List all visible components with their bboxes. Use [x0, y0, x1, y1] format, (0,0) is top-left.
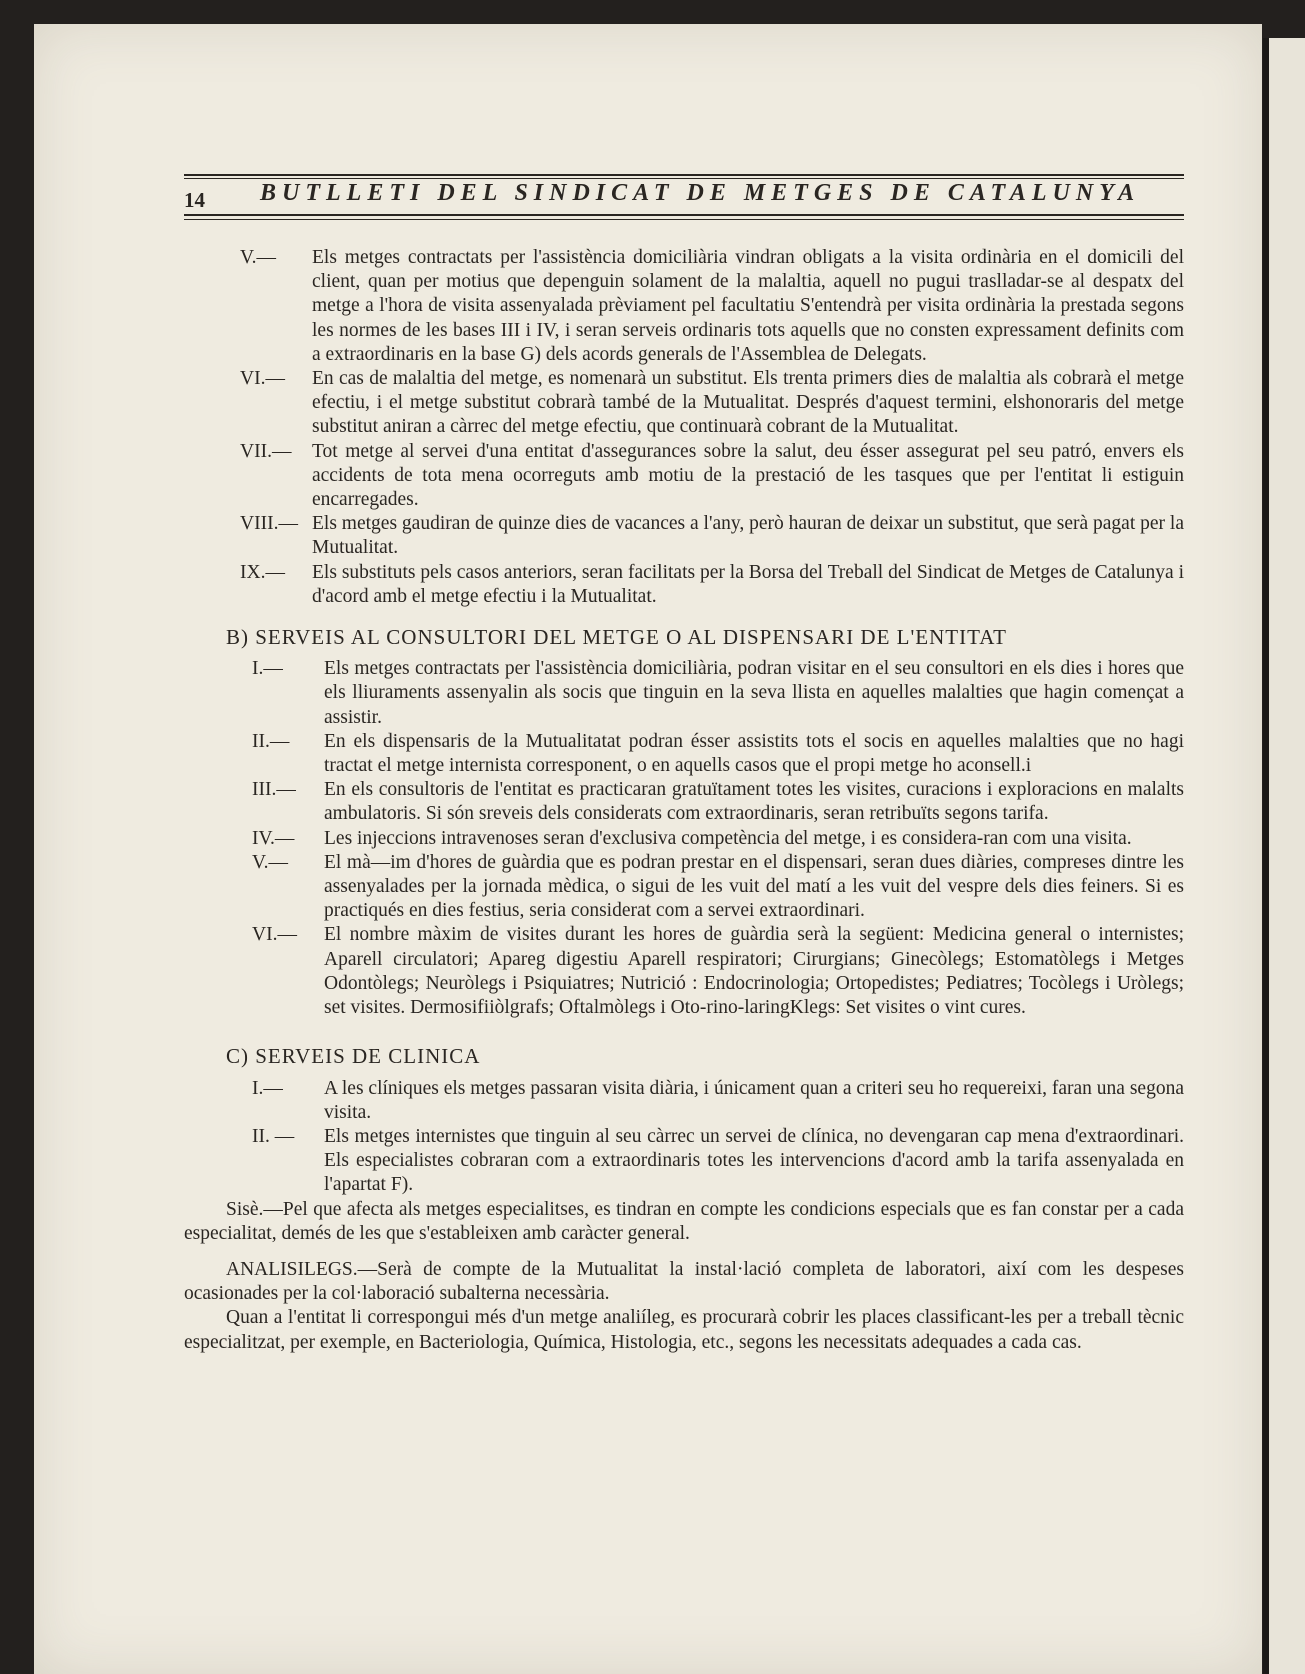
page-number: 14: [184, 188, 205, 212]
list-item: [184, 246, 1184, 367]
list-item: [184, 512, 1184, 560]
item-text: Els metges contractats per l'assistència domiciliària, podran visitar en el seu consultori en els dies i hores que els lliuraments assenyalin als socis que tinguin en la seva llista en aquelles malalties que hagin començat a assistir.: [324, 658, 1184, 728]
item-text: Els metges contractats per l'assistència domiciliària vindran obligats a la visita ordinària en el domicili del client, quan per motius que depenguin solament de la malaltia, aquell no pugui traslladar-se al despatx del metge a l'hora de visita assenyalada prèviament pel facultatiu S'entendrà per visita ordinària la prestada segons les normes de les bases III i IV, i seran serveis ordinaris tots aquells que no consten expressament definits com a extraordinaris en la base G) dels acords generals de l'Assemblea de Delegats.: [312, 247, 1184, 365]
item-number: II.—: [252, 730, 290, 752]
running-header-title: BUTLLETI DEL SINDICAT DE METGES DE CATALUNYA: [260, 180, 1141, 206]
header-rule-top-thin: [184, 178, 1184, 179]
list-item: [184, 440, 1184, 513]
list-item: [184, 1077, 1184, 1125]
item-text: En els consultoris de l'entitat es practicaran gratuïtament totes les visites, curacions i exploracions en malalts ambulatoris. Si són sreveis dels considerats com extraordinaris, seran retribuïts segons tarifa.: [324, 779, 1184, 825]
header-rule-bottom-thin: [184, 219, 1184, 220]
list-item: [184, 730, 1184, 778]
paragraph-sise: Sisè.—Pel que afecta als metges especialitses, es tindran en compte les condicions especials que es fan constar per a cada especialitat, demés de les que s'estableixen amb caràcter general.: [184, 1198, 1184, 1244]
next-page-edge: [1263, 38, 1305, 1674]
list-item: [184, 827, 1184, 851]
item-text: En cas de malaltia del metge, es nomenarà un substitut. Els trenta primers dies de malaltia als cobrarà el metge efectiu, i el metge substitut cobrarà també de la Mutualitat. Després d'aquest termini, elshonoraris del metge substitut aniran a càrrec del metge efectiu, que continuarà cobrant de la Mutualitat.: [312, 368, 1184, 438]
item-number: V.—: [252, 851, 288, 873]
section-b-list: [184, 657, 1184, 1020]
item-number: I.—: [252, 1077, 283, 1099]
item-text: A les clíniques els metges passaran visita diària, i únicament quan a criteri seu ho requereixi, faran una segona visita.: [324, 1077, 1184, 1123]
article-body: [184, 246, 1184, 1355]
item-text: El mà—im d'hores de guàrdia que es podran prestar en el dispensari, seran dues diàries, compreses dintre les assenyalades per la jornada mèdica, o sigui de les vuit del matí a les vuit del vespre dels dies feiners. Si es practiqués en dies festius, seria considerat com a servei extraordinari.: [324, 851, 1184, 922]
list-item: [184, 778, 1184, 826]
item-text: En els dispensaris de la Mutualitatat podran ésser assistits tots el socis en aquelles malalties que no hagi tractat el metge internista corresponent, o en aquells casos que el propi metge ho aconsell.i: [324, 730, 1184, 777]
list-item: [184, 923, 1184, 1020]
list-item: [184, 1125, 1184, 1198]
item-number: VI.—: [240, 368, 285, 390]
item-number: IX.—: [240, 561, 285, 583]
document-page: [34, 24, 1262, 1674]
section-a-list: [184, 246, 1184, 609]
item-number: III.—: [252, 779, 296, 801]
section-c-list: [184, 1077, 1184, 1198]
list-item: [184, 657, 1184, 730]
item-number: VI.—: [252, 924, 297, 946]
header-rule-bottom: [184, 214, 1184, 216]
list-item: [184, 851, 1184, 924]
item-number: VIII.—: [240, 513, 298, 535]
item-number: VII.—: [240, 440, 292, 462]
item-text: Els metges gaudiran de quinze dies de vacances a l'any, però hauran de deixar un substitut, que serà pagat per la Mutualitat.: [312, 513, 1184, 559]
list-item: [184, 561, 1184, 609]
item-text: Els metges internistes que tinguin al seu càrrec un servei de clínica, no devengaran cap mena d'extraordinari. Els especialistes cobraran com a extraordinaris totes les intervencions d'acord amb la tarifa assenyalada en l'apartat F).: [324, 1125, 1184, 1196]
item-number: I.—: [252, 658, 283, 680]
item-number: IV.—: [252, 827, 295, 849]
item-text: Els substituts pels casos anteriors, seran facilitats per la Borsa del Treball del Sindicat de Metges de Catalunya i d'acord amb el metge efectiu i la Mutualitat.: [312, 561, 1184, 607]
paragraph-analisilegs: ANALISILEGS.—Serà de compte de la Mutualitat la instal·lació completa de laboratori, així com les despeses ocasionades per la col·laboració subalterna necessària.: [184, 1258, 1184, 1305]
item-number: V.—: [240, 247, 276, 268]
item-text: Tot metge al servei d'una entitat d'assegurances sobre la salut, deu ésser assegurat pel seu patró, envers els accidents de tota mena ocorreguts amb motiu de la prestació de les tasques que per l'entitat li estiguin encarregades.: [312, 440, 1184, 511]
section-b-heading: B) SERVEIS AL CONSULTORI DEL METGE O AL DISPENSARI DE L'ENTITAT: [226, 625, 1007, 650]
item-text: Les injeccions intravenoses seran d'exclusiva competència del metge, i es considera-ran com una visita.: [324, 827, 1132, 849]
list-item: [184, 367, 1184, 440]
item-number: II. —: [252, 1125, 295, 1147]
section-c-heading: C) SERVEIS DE CLINICA: [226, 1044, 481, 1069]
item-text: El nombre màxim de visites durant les hores de guàrdia serà la següent: Medicina general o internistes; Aparell circulatori; Apareg digestiu Aparell respiratori; Cirurgians; Ginecòlegs; Estomatòlegs i Metges Odontòlegs; Neuròlegs i Psiquiatres; Nutrició : Endocrinologia; Ortopedistes; Pediatres; Tocòlegs i Uròlegs; set visites. Dermosifiiòlgrafs; Oftalmòlegs i Oto-rino-laringKlegs: Set visites o vint cures.: [324, 924, 1184, 1019]
header-rule-top: [184, 174, 1184, 176]
paragraph-analisilegs-2: Quan a l'entitat li correspongui més d'un metge analiíleg, es procurarà cobrir les places classificant-les per a treball tècnic especialitzat, per exemple, en Bacteriologia, Química, Histologia, etc., segons les necessitats adequades a cada cas.: [184, 1307, 1184, 1353]
